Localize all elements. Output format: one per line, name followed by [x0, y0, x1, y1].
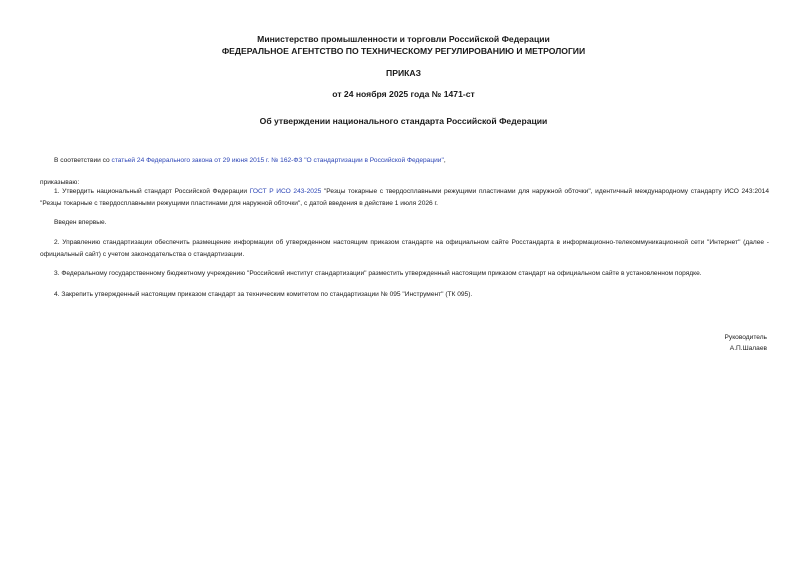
standard-link[interactable]: ГОСТ Р ИСО 243-2025: [249, 188, 322, 195]
signatory-title: Руководитель: [724, 334, 767, 341]
date-number-heading: от 24 ноября 2025 года № 1471-ст: [332, 89, 475, 99]
basis-paragraph: [40, 155, 769, 167]
order-word: приказываю:: [40, 179, 80, 186]
signatory-name: А.П.Шалаев: [729, 345, 767, 352]
basis-suffix: ,: [443, 157, 446, 164]
law-article-link[interactable]: статьей 24 Федерального закона от 29 июня 2015 г. № 162-ФЗ "О стандартизации в Российской Федерации": [111, 157, 444, 164]
item-2-paragraph: 2. Управлению стандартизации обеспечить размещение информации об утвержденном настоящим приказом стандарте на официальном сайте Росстандарта в информационно-телекоммуникационной сети "Интернет" (далее - официальный сайт) с учетом законодательства о стандартизации.: [40, 239, 769, 258]
item-1-paragraph: [40, 186, 769, 209]
agency-heading: ФЕДЕРАЛЬНОЕ АГЕНТСТВО ПО ТЕХНИЧЕСКОМУ РЕГУЛИРОВАНИЮ И МЕТРОЛОГИИ: [221, 46, 586, 56]
item-4-paragraph: 4. Закрепить утвержденный настоящим приказом стандарт за техническим комитетом по стандартизации № 095 "Инструмент" (ТК 095).: [54, 291, 473, 298]
item-1-suffix: "Резцы токарные с твердосплавными режущими пластинами для наружной обточки", идентичный международному стандарту ИСО 243:2014 "Резцы токарные с твердосплавными режущими пластинами для наружной обточки", с датой введения в действие 1 июля 2026 г.: [40, 188, 769, 207]
ministry-heading: Министерство промышленности и торговли Российской Федерации: [257, 34, 550, 44]
introduced-first-note: Введен впервые.: [54, 219, 107, 226]
basis-prefix: В соответствии со: [54, 157, 112, 164]
item-3-paragraph: 3. Федеральному государственному бюджетному учреждению "Российский институт стандартизации" разместить утвержденный настоящим приказом стандарт на официальном сайте в установленном порядке.: [54, 270, 702, 277]
item-1-prefix: 1. Утвердить национальный стандарт Российской Федерации: [54, 188, 250, 195]
document-type-heading: ПРИКАЗ: [386, 68, 421, 78]
subject-heading: Об утверждении национального стандарта Российской Федерации: [259, 116, 548, 126]
